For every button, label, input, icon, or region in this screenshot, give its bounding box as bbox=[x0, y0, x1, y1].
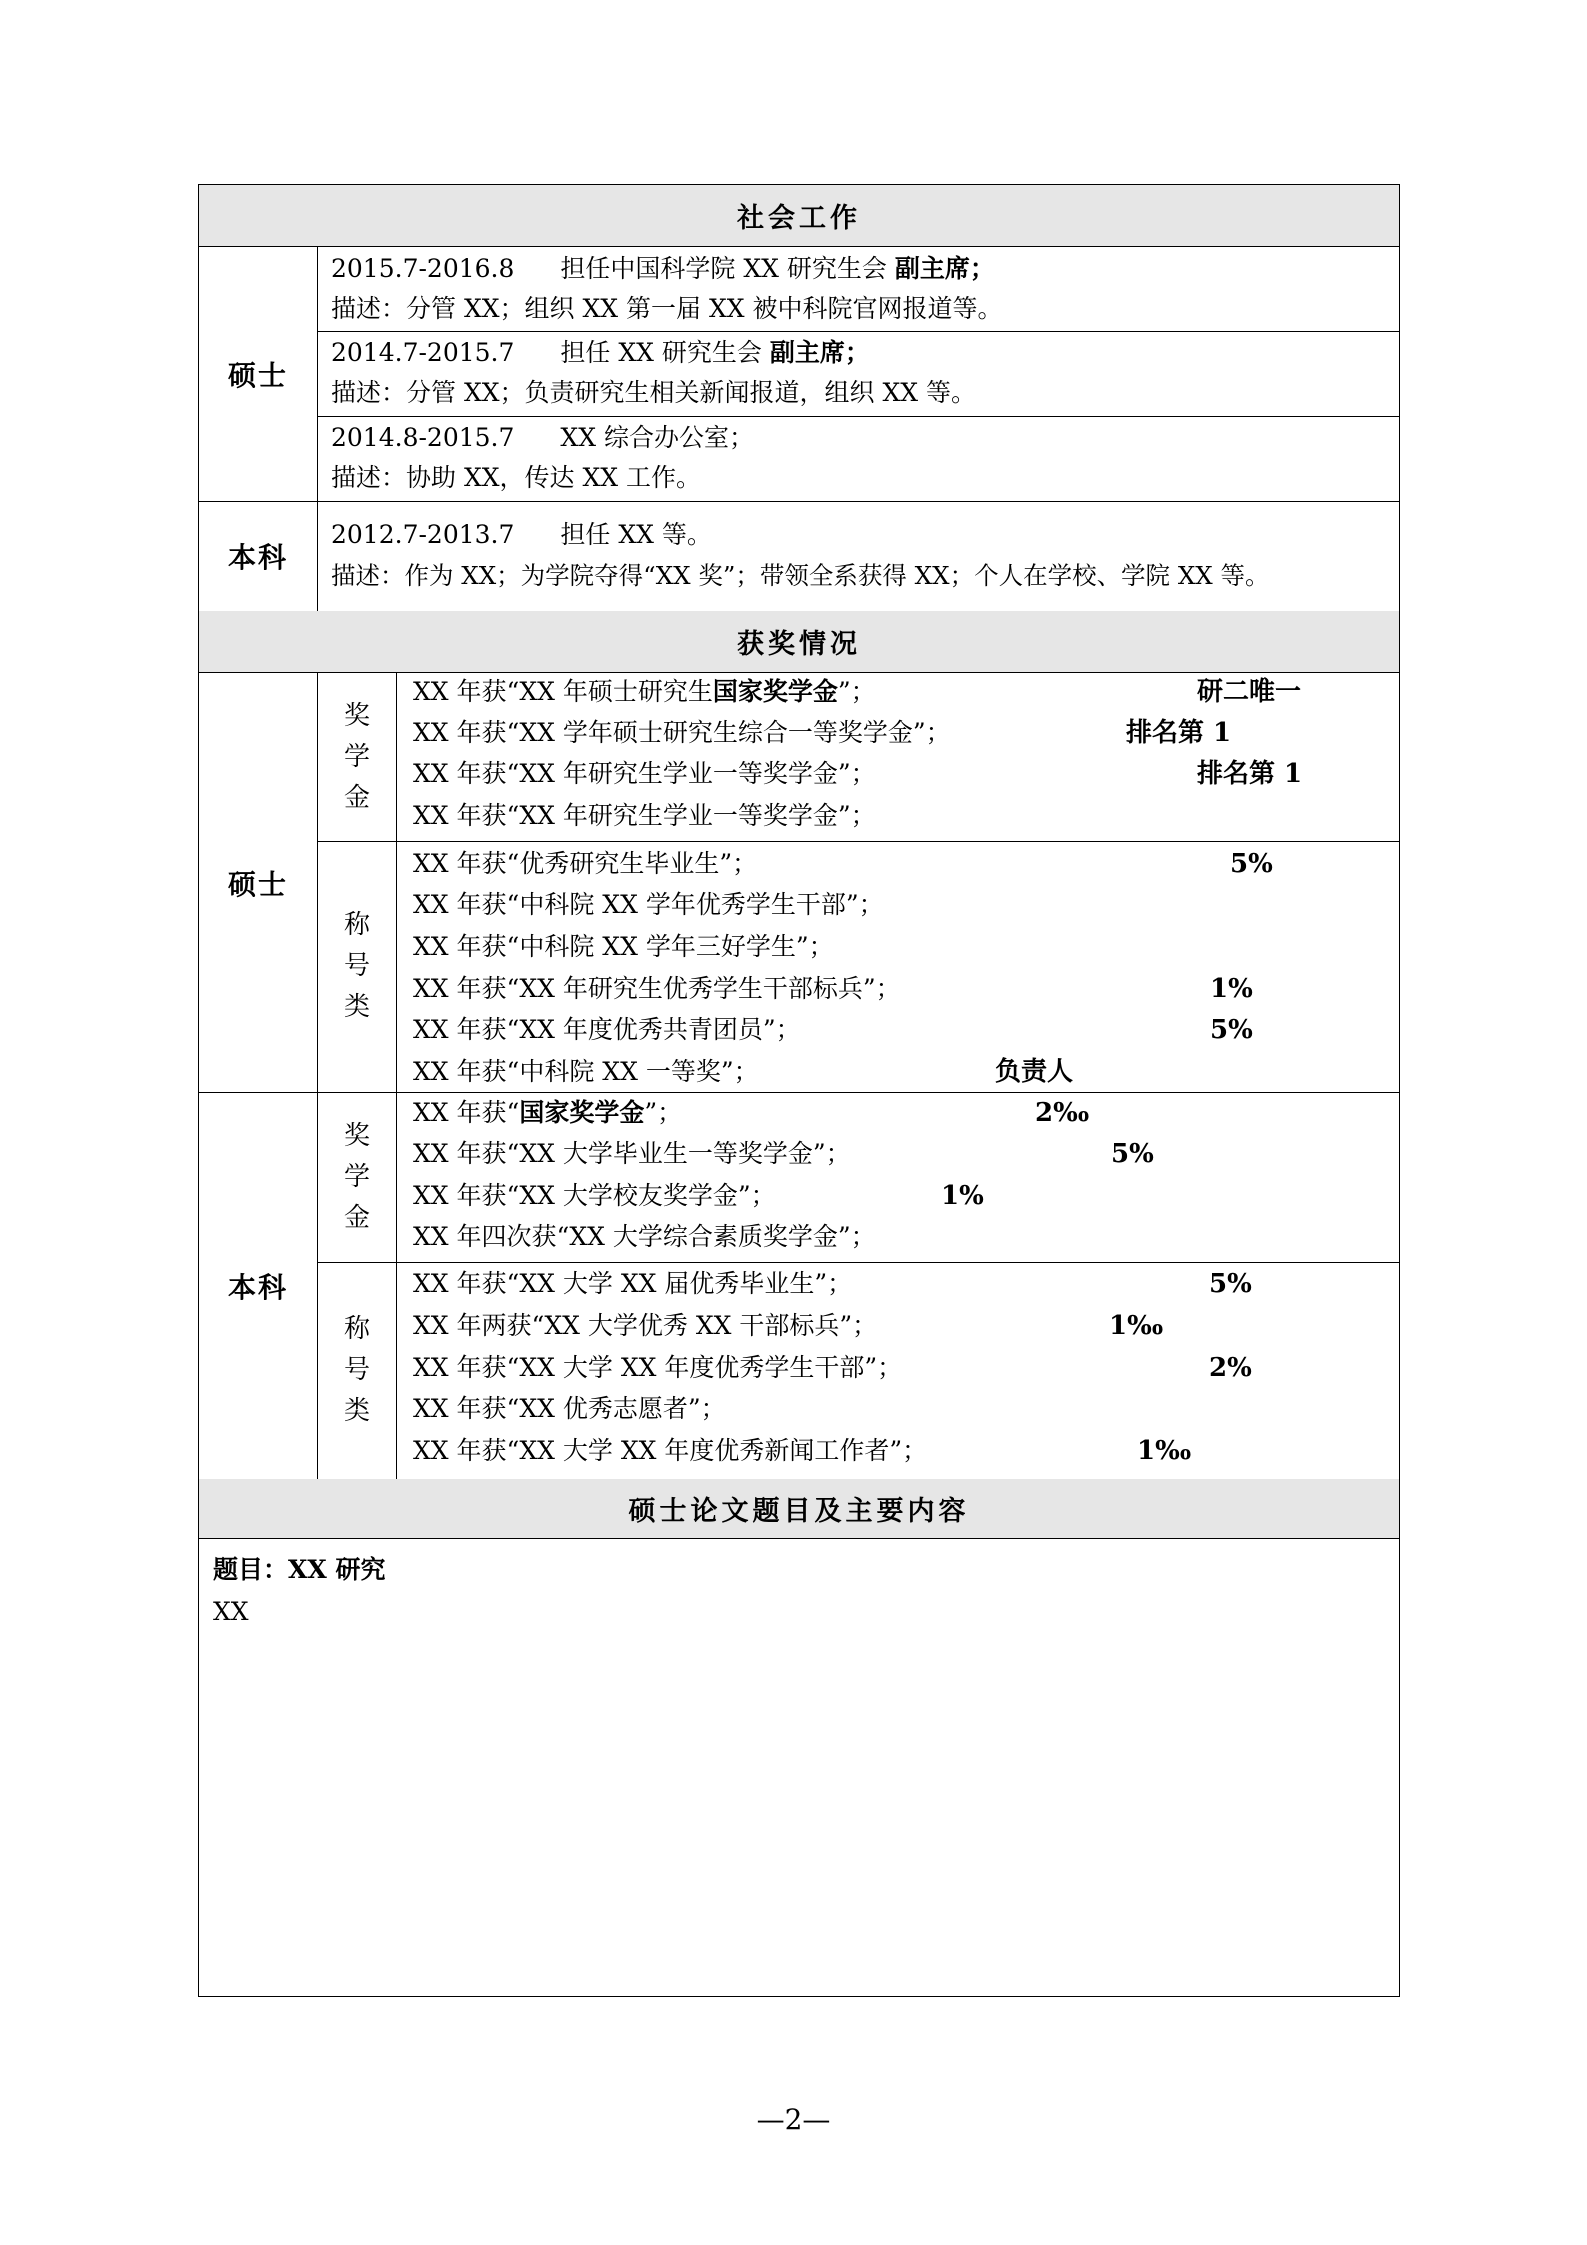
thesis-title bbox=[213, 1555, 386, 1585]
thesis-content: XX bbox=[213, 1597, 249, 1626]
master-title-1: XX 年获“优秀研究生毕业生”； bbox=[413, 849, 758, 878]
award-note: 排名第 1 bbox=[1126, 718, 1232, 748]
social-bachelor-entry-1-desc: 描述：作为 XX；为学院夺得“XX 奖”；带领全系获得 XX；个人在学校、学院 XX 等。 bbox=[331, 561, 1270, 590]
social-master-entry-1-line bbox=[331, 254, 995, 284]
entry-role: XX 综合办公室； bbox=[560, 423, 754, 452]
social-master-entry-3-line bbox=[331, 423, 754, 453]
bachelor-title-4: XX 年获“XX 优秀志愿者”； bbox=[413, 1394, 726, 1423]
bachelor-title-1: XX 年获“XX 大学 XX 届优秀毕业生”； bbox=[413, 1269, 853, 1298]
social-row-divider bbox=[317, 331, 1400, 332]
entry-period: 2014.8-2015.7 bbox=[331, 423, 515, 452]
master-title-6: XX 年获“中科院 XX 一等奖”； bbox=[413, 1057, 759, 1086]
award-note: 1% bbox=[941, 1181, 984, 1211]
master-scholarship-1: XX 年获“XX 年硕士研究生国家奖学金”； bbox=[413, 677, 876, 706]
social-master-entry-1-desc: 描述：分管 XX；组织 XX 第一届 XX 被中科院官网报道等。 bbox=[331, 294, 1003, 323]
master-scholarship-2: XX 年获“XX 学年硕士研究生综合一等奖学金”； bbox=[413, 718, 951, 747]
social-row-divider bbox=[317, 416, 1400, 417]
master-title-3: XX 年获“中科院 XX 学年三好学生”； bbox=[413, 932, 834, 961]
bachelor-scholarship-label: 奖学金 bbox=[343, 1120, 370, 1233]
award-note: 2‰ bbox=[1035, 1098, 1090, 1128]
award-note: 5% bbox=[1209, 1269, 1252, 1299]
award-note: 1% bbox=[1210, 974, 1253, 1004]
entry-role: 担任中国科学院 XX 研究生会 bbox=[560, 254, 887, 283]
master-title-4: XX 年获“XX 年研究生优秀学生干部标兵”； bbox=[413, 974, 901, 1003]
page-number: —2— bbox=[756, 2103, 831, 2136]
entry-role: 担任 XX 等。 bbox=[560, 520, 712, 549]
bachelor-scholarship-3: XX 年获“XX 大学校友奖学金”； bbox=[413, 1181, 776, 1210]
bachelor-scholarship-1: XX 年获“国家奖学金”； bbox=[413, 1098, 683, 1127]
thesis-title-value: XX 研究 bbox=[288, 1555, 386, 1584]
thesis-title-label: 题目： bbox=[213, 1555, 289, 1584]
bachelor-title-2: XX 年两获“XX 大学优秀 XX 干部标兵”； bbox=[413, 1311, 878, 1340]
social-master-entry-3-desc: 描述：协助 XX，传达 XX 工作。 bbox=[331, 463, 702, 492]
awards-subgroup-divider bbox=[317, 841, 1400, 842]
entry-period: 2012.7-2013.7 bbox=[331, 520, 515, 549]
entry-role: 担任 XX 研究生会 bbox=[560, 338, 762, 367]
master-title-5: XX 年获“XX 年度优秀共青团员”； bbox=[413, 1015, 801, 1044]
award-note: 排名第 1 bbox=[1197, 759, 1303, 789]
bachelor-title-label: 称号类 bbox=[343, 1314, 370, 1426]
award-note: 5% bbox=[1111, 1139, 1154, 1169]
section-header-social-work: 社会工作 bbox=[199, 185, 1399, 247]
awards-sublabel-divider bbox=[396, 673, 397, 1479]
resume-table bbox=[198, 184, 1400, 1997]
social-master-entry-2-line bbox=[331, 338, 870, 368]
master-title-label: 称号类 bbox=[343, 910, 370, 1022]
social-bachelor-entry-1-line bbox=[331, 520, 712, 550]
bachelor-scholarship-2: XX 年获“XX 大学毕业生一等奖学金”； bbox=[413, 1139, 851, 1168]
award-note: 负责人 bbox=[995, 1057, 1074, 1087]
bachelor-title-3: XX 年获“XX 大学 XX 年度优秀学生干部”； bbox=[413, 1353, 903, 1382]
social-group-divider bbox=[199, 501, 1400, 502]
bachelor-scholarship-4: XX 年四次获“XX 大学综合素质奖学金”； bbox=[413, 1222, 876, 1251]
bachelor-title-5: XX 年获“XX 大学 XX 年度优秀新闻工作者”； bbox=[413, 1436, 928, 1465]
award-note: 5% bbox=[1230, 849, 1273, 879]
section-header-thesis: 硕士论文题目及主要内容 bbox=[199, 1479, 1399, 1539]
social-master-entry-2-desc: 描述：分管 XX；负责研究生相关新闻报道，组织 XX 等。 bbox=[331, 378, 977, 407]
awards-master-label: 硕士 bbox=[227, 867, 288, 901]
social-bachelor-label: 本科 bbox=[227, 541, 288, 574]
entry-role-bold: 副主席； bbox=[894, 254, 995, 283]
award-note: 5% bbox=[1210, 1015, 1253, 1045]
awards-subgroup-divider bbox=[317, 1262, 1400, 1263]
entry-period: 2014.7-2015.7 bbox=[331, 338, 515, 367]
award-note: 2% bbox=[1209, 1353, 1252, 1383]
master-scholarship-3: XX 年获“XX 年研究生学业一等奖学金”； bbox=[413, 759, 876, 788]
awards-bachelor-label: 本科 bbox=[227, 1270, 288, 1304]
award-note: 研二唯一 bbox=[1197, 677, 1302, 707]
master-scholarship-label: 奖学金 bbox=[343, 700, 370, 813]
entry-period: 2015.7-2016.8 bbox=[331, 254, 515, 283]
master-title-2: XX 年获“中科院 XX 学年优秀学生干部”； bbox=[413, 890, 884, 919]
social-master-label: 硕士 bbox=[227, 359, 288, 392]
entry-role-bold: 副主席； bbox=[769, 338, 870, 367]
award-note: 1‰ bbox=[1109, 1311, 1164, 1341]
master-scholarship-4: XX 年获“XX 年研究生学业一等奖学金”； bbox=[413, 801, 876, 830]
award-note: 1‰ bbox=[1137, 1436, 1192, 1466]
section-header-awards: 获奖情况 bbox=[199, 611, 1399, 673]
